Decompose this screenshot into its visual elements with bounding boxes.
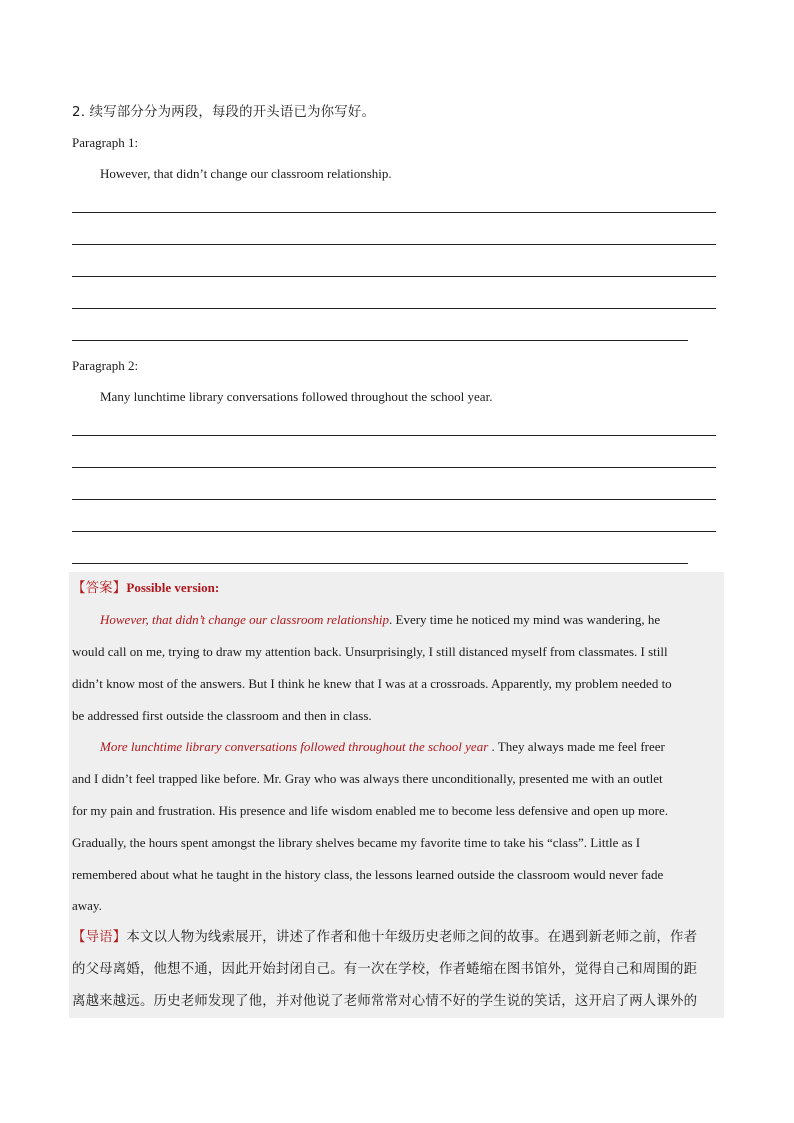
answer-p1-lead: However, that didn’t change our classroom relationship [100,612,389,627]
answer-p2-line: Gradually, the hours spent amongst the library shelves became my favorite time to take his “class”. Little as I [72,835,641,850]
answer-p1-line: didn’t know most of the answers. But I think he knew that I was at a crossroads. Apparently, my problem needed to [72,676,672,691]
answer-p2-line: for my pain and frustration. His presence and life wisdom enabled me to become less defensive and open up more. [72,803,669,818]
answer-p1-line: would call on me, trying to draw my attention back. Unsurprisingly, I still distanced myself from classmates. I still [72,644,668,659]
writing-line [72,467,716,468]
task-instruction: 2. 续写部分分为两段，每段的开头语已为你写好。 [72,105,376,120]
writing-line [72,531,716,532]
guide-line: 的父母离婚，他想不通，因此开始封闭自己。有一次在学校，作者蜷缩在图书馆外，觉得自己和周围的距 [72,962,698,977]
answer-p2-line: and I didn’t feel trapped like before. Mr. Gray who was always there unconditionally, presented me with an outlet [72,771,663,786]
writing-line [72,563,688,564]
writing-line [72,340,688,341]
answer-p1-line: be addressed first outside the classroom and then in class. [72,708,372,723]
answer-heading [72,579,722,598]
paragraph1-label: Paragraph 1: [72,135,139,150]
guide-tag: 【导语】 [72,930,127,945]
writing-line [72,244,716,245]
answer-p2-line: away. [72,898,102,913]
paragraph2-opener: Many lunchtime library conversations followed throughout the school year. [100,389,493,404]
answer-section [69,572,724,1018]
guide-line: 【导语】本文以人物为线索展开，讲述了作者和他十年级历史老师之间的故事。在遇到新老师之前，作者 [72,930,698,945]
writing-line [72,276,716,277]
writing-line [72,308,716,309]
answer-title: Possible version: [126,580,220,595]
answer-tag: 【答案】 [72,581,127,596]
answer-p1-line: However, that didn’t change our classroom relationship. Every time he noticed my mind was wandering, he [100,612,661,627]
paragraph1-opener: However, that didn’t change our classroom relationship. [100,166,392,181]
writing-line [72,499,716,500]
writing-line [72,212,716,213]
writing-line [72,435,716,436]
paragraph2-label: Paragraph 2: [72,358,139,373]
guide-line: 离越来越远。历史老师发现了他，并对他说了老师常常对心情不好的学生说的笑话，这开启了两人课外的 [72,994,698,1009]
answer-p2-line: More lunchtime library conversations followed throughout the school year . They always made me feel freer [100,739,665,754]
answer-p2-lead: More lunchtime library conversations followed throughout the school year [100,739,489,754]
answer-p2-line: remembered about what he taught in the history class, the lessons learned outside the classroom would never fade [72,867,664,882]
